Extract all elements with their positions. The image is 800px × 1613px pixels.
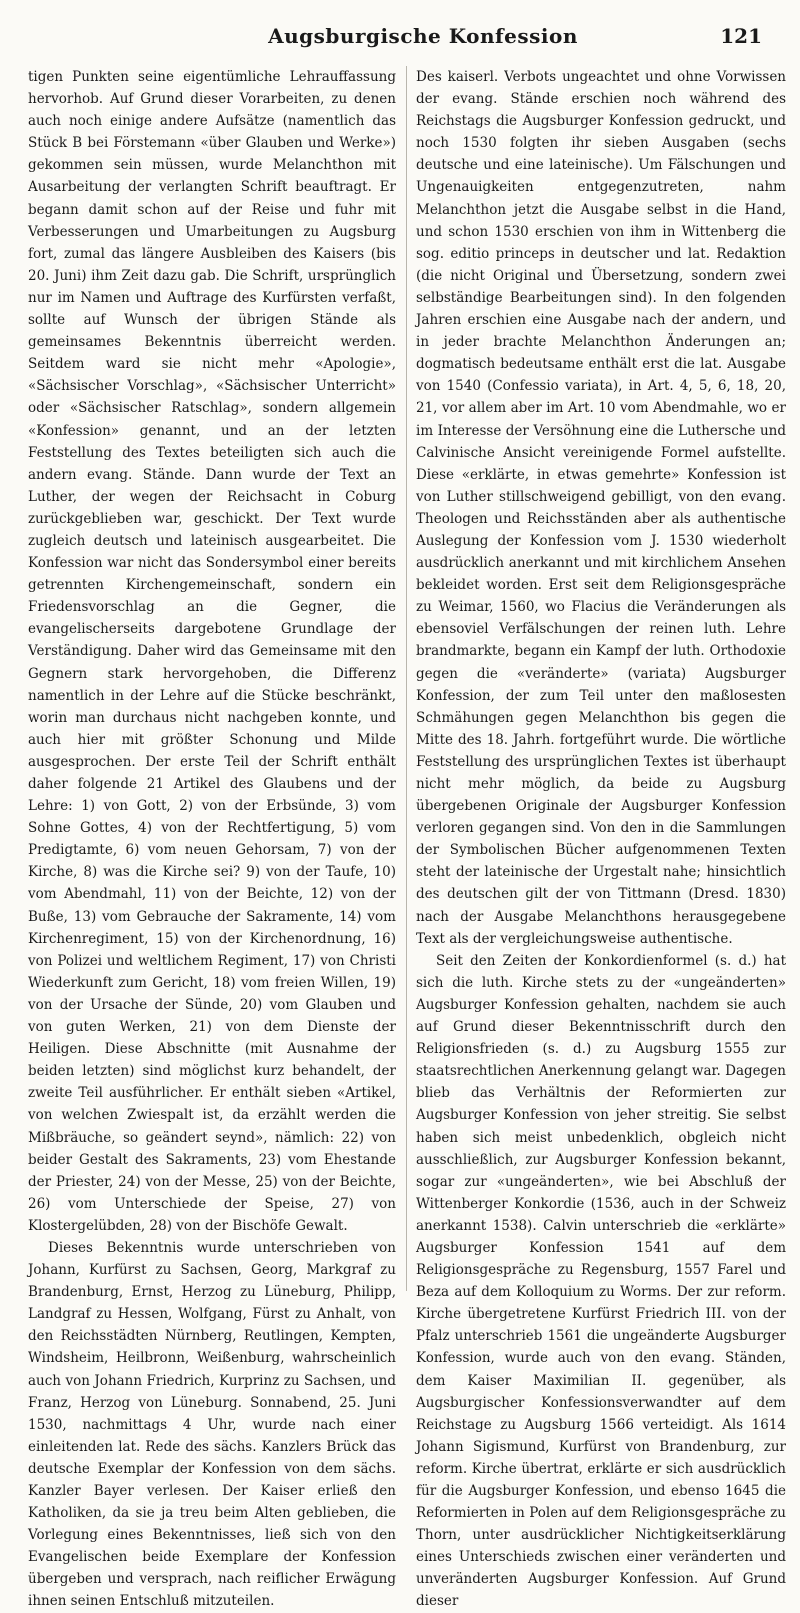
paragraph: Des kaiserl. Verbots ungeachtet und ohne Vorwissen der evang. Stände erschien noch während des Reichstags die Augsburger Konfession gedruckt, und noch 1530 folgten ihr sieben Ausgaben (sechs deutsche und eine lateinische). Um Fälschungen und Ungenauigkeiten entgegenzutreten, nahm Melanchthon jetzt die Ausgabe selbst in die Hand, und schon 1530 erschien von ihm in Wittenberg die sog. editio princeps in deutscher und lat. Redaktion (die nicht Original und Übersetzung, sondern zwei selbständige Bearbeitungen sind). In den folgenden Jahren erschien eine Ausgabe nach der andern, und in jeder brachte Melanchthon Änderungen an; dogmatisch bedeutsame enthält erst die lat. Ausgabe von 1540 (Confessio variata), in Art. 4, 5, 6, 18, 20, 21, vor allem aber im Art. 10 vom Abendmahle, wo er im Interesse der Versöhnung eine die Luthersche und Calvinische Ansicht vereinigende Formel aufstellte. Diese «erklärte, in etwas gemehrte» Konfession ist von Luther stillschweigend gebilligt, von den evang. Theologen und Reichsständen aber als authentische Auslegung der Konfession vom J. 1530 wiederholt ausdrücklich anerkannt und mit kirchlichem Ansehen bekleidet worden. Erst seit dem Religionsgespräche zu Weimar, 1560, wo Flacius die Veränderungen als ebensoviel Verfälschungen der reinen luth. Lehre brandmarkte, begann ein Kampf der luth. Orthodoxie gegen die «veränderte» (variata) Augsburger Konfession, der zum Teil unter den maßlosesten Schmähungen gegen Melanchthon bis gegen die Mitte des 18. Jahrh. fortgeführt wurde. Die wörtliche Feststellung des ursprünglichen Textes ist überhaupt nicht mehr möglich, da beide zu Augsburg übergebenen Originale der Augsburger Konfession verloren gegangen sind. Von den in die Sammlungen der Symbolischen Bücher aufgenommenen Texten steht der lateinische der Urgestalt nahe; hinsichtlich des deutschen gilt der von Tittmann (Dresd. 1830) nach der Ausgabe Melanchthons herausgegebene Text als der vergleichungsweise authentische. [416, 69, 786, 947]
column-divider [406, 66, 407, 1291]
running-head: Augsburgische Konfession [268, 24, 578, 48]
page-header [84, 24, 762, 54]
left-column [28, 66, 396, 1610]
paragraph: tigen Punkten seine eigentümliche Lehrauffassung hervorhob. Auf Grund dieser Vorarbeiten, zu denen auch noch einige andere Aufsätze (namentlich das Stück B bei Förstemann «über Glauben und Werke») gekommen sein müssen, wurde Melanchthon mit Ausarbeitung der verlangten Schrift beauftragt. Er begann damit schon auf der Reise und fuhr mit Verbesserungen und Umarbeitungen zu Augsburg fort, zumal das längere Ausbleiben des Kaisers (bis 20. Juni) ihm Zeit dazu gab. Die Schrift, ursprünglich nur im Namen und Auftrage des Kurfürsten verfaßt, sollte auf Wunsch der übrigen Stände als gemeinsames Bekenntnis überreicht werden. Seitdem ward sie nicht mehr «Apologie», «Sächsischer Vorschlag», «Sächsischer Unterricht» oder «Sächsischer Ratschlag», sondern allgemein «Konfession» genannt, und an der letzten Feststellung des Textes beteiligten sich auch die andern evang. Stände. Dann wurde der Text an Luther, der wegen der Reichsacht in Coburg zurückgeblieben war, geschickt. Der Text wurde zugleich deutsch und lateinisch ausgearbeitet. Die Konfession war nicht das Sondersymbol einer bereits getrennten Kirchengemeinschaft, sondern ein Friedensvorschlag an die Gegner, die evangelischerseits dargebotene Grundlage der Verständigung. Daher wird das Gemeinsame mit den Gegnern stark hervorgehoben, die Differenz namentlich in der Lehre auf die Stücke beschränkt, worin man durchaus nicht nachgeben konnte, und auch hier mit größter Schonung und Milde ausgesprochen. Der erste Teil der Schrift enthält daher folgende 21 Artikel des Glaubens und der Lehre: 1) von Gott, 2) von der Erbsünde, 3) vom Sohne Gottes, 4) von der Rechtfertigung, 5) vom Predigtamte, 6) vom neuen Gehorsam, 7) von der Kirche, 8) was die Kirche sei? 9) von der Taufe, 10) vom Abendmahl, 11) von der Beichte, 12) von der Buße, 13) vom Gebrauche der Sakramente, 14) vom Kirchenregiment, 15) von der Kirchenordnung, 16) von Polizei und weltlichem Regiment, 17) von Christi Wiederkunft zum Gericht, 18) vom freien Willen, 19) von der Ursache der Sünde, 20) vom Glauben und von guten Werken, 21) von dem Dienste der Heiligen. Diese Abschnitte (mit Ausnahme der beiden letzten) sind möglichst kurz behandelt, der zweite Teil ausführlicher. Er enthält sieben «Artikel, von welchen Zwiespalt ist, da erzählt werden die Mißbräuche, so geändert seynd», nämlich: 22) von beider Gestalt des Sakraments, 23) vom Ehestande der Priester, 24) von der Messe, 25) von der Beichte, 26) vom Unterschiede der Speise, 27) von Klostergelübden, 28) von der Bischöfe Gewalt. [28, 69, 396, 1234]
right-column [416, 66, 786, 1610]
paragraph: Dieses Bekenntnis wurde unterschrieben von Johann, Kurfürst zu Sachsen, Georg, Markgraf zu Brandenburg, Ernst, Herzog zu Lüneburg, Philipp, Landgraf zu Hessen, Wolfgang, Fürst zu Anhalt, von den Reichsstädten Nürnberg, Reutlingen, Kempten, Windsheim, Heilbronn, Weißenburg, wahrscheinlich auch von Johann Friedrich, Kurprinz zu Sachsen, und Franz, Herzog von Lüneburg. Sonnabend, 25. Juni 1530, nachmittags 4 Uhr, wurde nach einer einleitenden lat. Rede des sächs. Kanzlers Brück das deutsche Exemplar der Konfession von dem sächs. Kanzler Bayer verlesen. Der Kaiser erließ den Katholiken, da sie ja treu beim Alten geblieben, die Vorlegung eines Bekenntnisses, ließ sich von den Evangelischen beide Exemplare der Konfession übergeben und versprach, nach reiflicher Erwägung ihnen seinen Entschluß mitzuteilen. [28, 1239, 396, 1610]
paragraph: Seit den Zeiten der Konkordienformel (s. d.) hat sich die luth. Kirche stets zu der «ungeänderten» Augsburger Konfession gehalten, nachdem sie auch auf Grund dieser Bekenntnisschrift durch den Religionsfrieden (s. d.) zu Augsburg 1555 zur staatsrechtlichen Anerkennung gelangt war. Dagegen blieb das Verhältnis der Reformierten zur Augsburger Konfession von jeher streitig. Sie selbst haben sich meist unbedenklich, obgleich nicht ausschließlich, zur Augsburger Konfession bekannt, sogar zur «ungeänderten», wie bei Abschluß der Wittenberger Konkordie (1536, auch in der Schweiz anerkannt 1538). Calvin unterschrieb die «erklärte» Augsburger Konfession 1541 auf dem Religionsgespräche zu Regensburg, 1557 Farel und Beza auf dem Kolloquium zu Worms. Der zur reform. Kirche übergetretene Kurfürst Friedrich III. von der Pfalz unterschrieb 1561 die ungeänderte Augsburger Konfession, wurde auch von den evang. Ständen, dem Kaiser Maximilian II. gegenüber, als Augsburgischer Konfessionsverwandter auf dem Reichstage zu Augsburg 1566 verteidigt. Als 1614 Johann Sigismund, Kurfürst von Brandenburg, zur reform. Kirche übertrat, erklärte er sich ausdrücklich für die Augsburger Konfession, und ebenso 1645 die Reformierten in Polen auf dem Religionsgespräche zu Thorn, unter ausdrücklicher Nichtigkeitserklärung eines Unterschieds zwischen einer veränderten und unveränderten Augsburger Konfession. Auf Grund dieser [416, 952, 786, 1610]
page-number: 121 [720, 24, 762, 48]
